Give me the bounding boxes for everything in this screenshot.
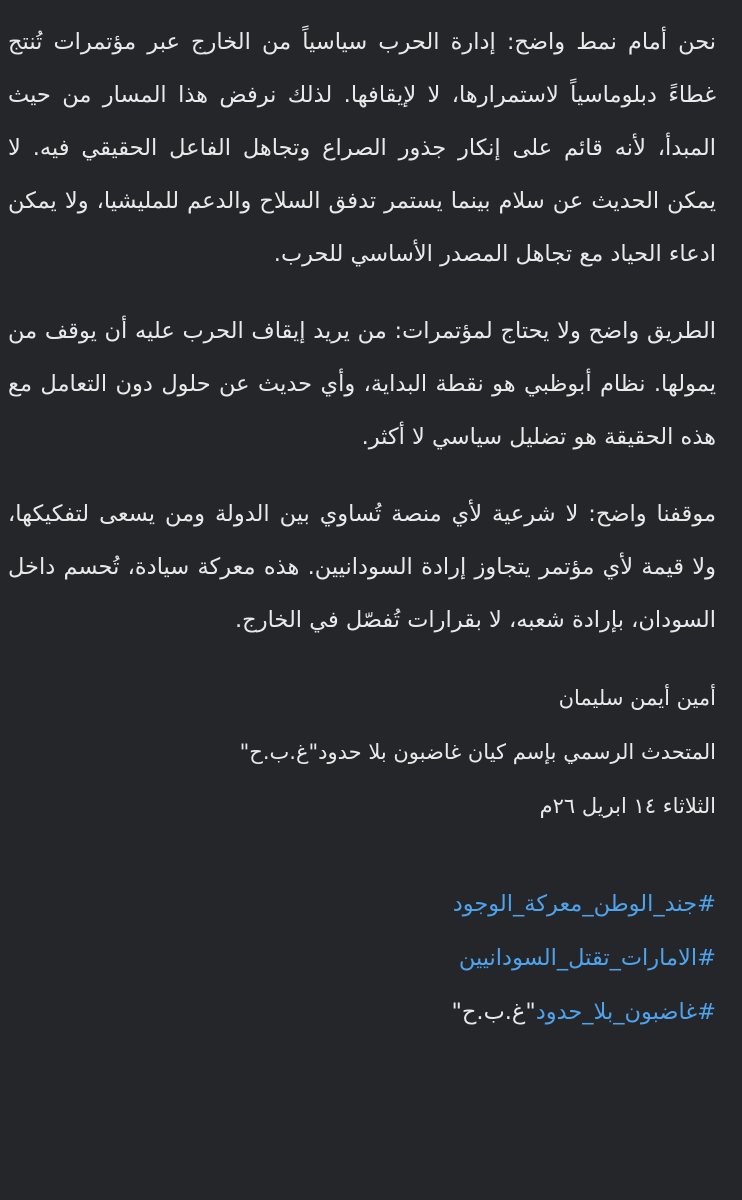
- signature-name: أمين أيمن سليمان: [558, 686, 716, 710]
- post-paragraph-2: الطريق واضح ولا يحتاج لمؤتمرات: من يريد إيقاف الحرب عليه أن يوقف من يمولها. نظام أبوظبي هو نقطة البداية، وأي حديث عن حلول دون التعامل مع هذه الحقيقة هو تضليل سياسي لا أكثر.: [8, 318, 716, 450]
- post-paragraph-1: نحن أمام نمط واضح: إدارة الحرب سياسياً من الخارج عبر مؤتمرات تُنتج غطاءً دبلوماسياً لاستمرارها، لا لإيقافها. لذلك نرفض هذا المسار من حيث المبدأ، لأنه قائم على إنكار جذور الصراع وتجاهل الفاعل الحقيقي فيه. لا يمكن الحديث عن سلام بينما يستمر تدفق السلاح والدعم للمليشيا، ولا يمكن ادعاء الحياد مع تجاهل المصدر الأساسي للحرب.: [8, 29, 716, 267]
- hashtag-suffix: "غ.ب.ح": [451, 999, 536, 1025]
- hashtag-list: [8, 877, 716, 1039]
- hashtag-text: #غاضبون_بلا_حدود: [535, 999, 716, 1025]
- signature-role: المتحدث الرسمي بإسم كيان غاضبون بلا حدود"غ.ب.ح": [239, 740, 716, 764]
- hashtag-text: #الامارات_تقتل_السودانيين: [458, 945, 716, 971]
- hashtag-text: #جند_الوطن_معركة_الوجود: [452, 891, 716, 917]
- post-paragraph-3: موقفنا واضح: لا شرعية لأي منصة تُساوي بين الدولة ومن يسعى لتفكيكها، ولا قيمة لأي مؤتمر يتجاوز إرادة السودانيين. هذه معركة سيادة، تُحسم داخل السودان، بإرادة شعبه، لا بقرارات تُفصّل في الخارج.: [8, 501, 716, 633]
- signature-date: الثلاثاء ١٤ ابريل ٢٦م: [539, 794, 716, 818]
- hashtag-link[interactable]: [8, 877, 716, 931]
- post-body: [8, 16, 716, 1039]
- hashtag-link[interactable]: [8, 931, 716, 985]
- hashtag-link[interactable]: [8, 985, 716, 1039]
- signature-block: [8, 671, 716, 833]
